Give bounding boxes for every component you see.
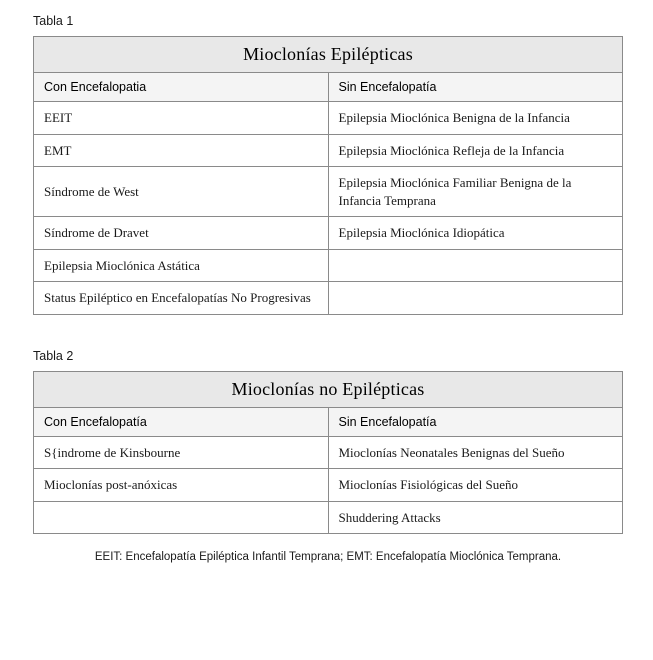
table-row [34,436,623,469]
table1-cell-r4c0: Epilepsia Mioclónica Astática [34,249,329,282]
table-header-row [34,73,623,102]
table2-cell-r1c0: Mioclonías post-anóxicas [34,469,329,502]
table-row [34,102,623,135]
table1-cell-r2c0: Síndrome de West [34,167,329,217]
section-spacer [33,315,625,345]
table1-cell-r3c0: Síndrome de Dravet [34,217,329,250]
table2-title: Mioclonías no Epilépticas [34,371,623,407]
table1-cell-r4c1 [328,249,623,282]
table1-header-sin-encefalopatia: Sin Encefalopatía [328,73,623,102]
footnote-abbreviations: EEIT: Encefalopatía Epiléptica Infantil Temprana; EMT: Encefalopatía Mioclónica Temprana. [94,551,562,564]
table1-cell-r2c1: Epilepsia Mioclónica Familiar Benigna de la Infancia Temprana [328,167,623,217]
table-row [34,167,623,217]
table-myoclonias-no-epilepticas [33,371,623,535]
table1-cell-r3c1: Epilepsia Mioclónica Idiopática [328,217,623,250]
table2-header-con-encefalopatia: Con Encefalopatía [34,407,329,436]
table1-header-con-encefalopatia: Con Encefalopatia [34,73,329,102]
table1-cell-r1c0: EMT [34,134,329,167]
table1-cell-r5c1 [328,282,623,315]
table1-cell-r0c1: Epilepsia Mioclónica Benigna de la Infancia [328,102,623,135]
table2-cell-r2c1: Shuddering Attacks [328,501,623,534]
table1-caption: Tabla 1 [33,14,74,28]
table1-cell-r0c0: EEIT [34,102,329,135]
table2-header-sin-encefalopatia: Sin Encefalopatía [328,407,623,436]
table-header-row [34,407,623,436]
table2-cell-r0c1: Mioclonías Neonatales Benignas del Sueño [328,436,623,469]
table2-cell-r2c0 [34,501,329,534]
table-row [34,249,623,282]
table2-cell-r0c0: S{indrome de Kinsbourne [34,436,329,469]
table-myoclonias-epilepticas [33,36,623,315]
table1-title: Mioclonías Epilépticas [34,37,623,73]
table-row [34,134,623,167]
table1-cell-r1c1: Epilepsia Mioclónica Refleja de la Infancia [328,134,623,167]
table1-cell-r5c0: Status Epiléptico en Encefalopatías No Progresivas [34,282,329,315]
table2-cell-r1c1: Mioclonías Fisiológicas del Sueño [328,469,623,502]
table-row [34,217,623,250]
table-title-row [34,37,623,73]
table-row [34,282,623,315]
table-row [34,501,623,534]
table2-caption: Tabla 2 [33,348,74,363]
table-row [34,469,623,502]
table-title-row [34,371,623,407]
